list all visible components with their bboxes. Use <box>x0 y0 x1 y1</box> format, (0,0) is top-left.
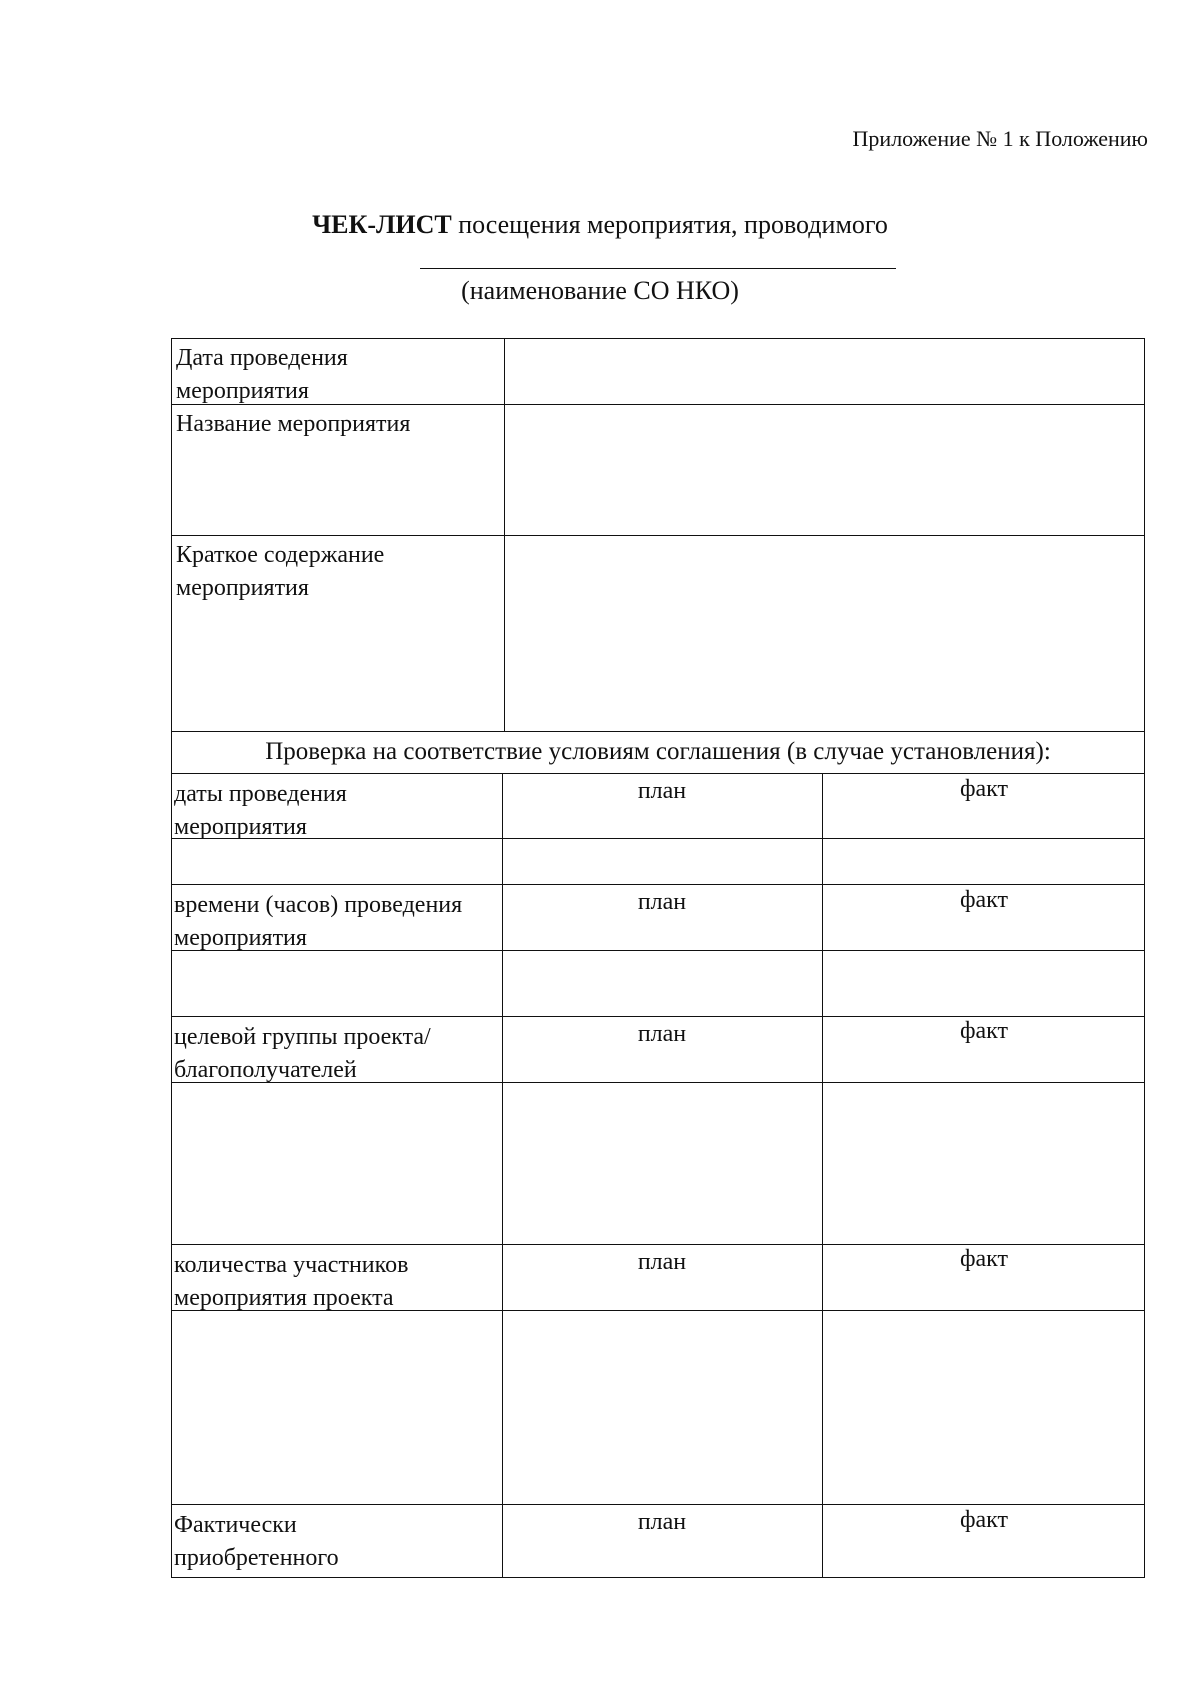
hours-plan-field[interactable] <box>504 952 820 1015</box>
row-divider <box>171 1504 1145 1505</box>
event-name-value-field[interactable] <box>506 406 1143 534</box>
plan-label: план <box>637 1509 687 1535</box>
fact-label: факт <box>959 887 1009 913</box>
event-name-label: Название мероприятия <box>176 411 411 437</box>
title-bold: ЧЕК-ЛИСТ <box>312 210 452 239</box>
summary-label: Краткое содержание мероприятия <box>176 542 385 601</box>
document-title <box>0 210 1200 240</box>
dates-plan-field[interactable] <box>504 840 820 883</box>
date-label: Дата проведения мероприятия <box>176 345 348 404</box>
fact-label: факт <box>959 1507 1009 1533</box>
plan-label: план <box>637 1021 687 1047</box>
dates-fact-field[interactable] <box>824 840 1143 883</box>
check-item-label: Фактически приобретенного <box>174 1512 339 1571</box>
plan-label: план <box>637 889 687 915</box>
participants-plan-field[interactable] <box>504 1312 820 1503</box>
row-divider <box>171 1244 1145 1245</box>
row-divider <box>171 535 1145 536</box>
check-item-label: целевой группы проекта/благополучателей <box>174 1024 431 1083</box>
column-divider <box>822 773 823 1578</box>
summary-value-field[interactable] <box>506 537 1143 730</box>
appendix-note: Приложение № 1 к Положению <box>852 126 1148 151</box>
check-item-label: времени (часов) проведения мероприятия <box>174 892 463 951</box>
compliance-check-heading: Проверка на соответствие условиям соглашения (в случае установления): <box>265 738 1051 765</box>
title-rest: посещения мероприятия, проводимого <box>458 210 888 239</box>
row-divider <box>171 884 1145 885</box>
target-group-fact-field[interactable] <box>824 1084 1143 1243</box>
organization-name-caption: (наименование СО НКО) <box>461 276 739 305</box>
organization-name-line <box>420 268 896 269</box>
check-item-label: количества участников мероприятия проекта <box>174 1252 409 1311</box>
fact-label: факт <box>959 776 1009 802</box>
date-value-field[interactable] <box>506 340 1143 403</box>
check-item-label: даты проведения мероприятия <box>174 781 347 840</box>
target-group-plan-field[interactable] <box>504 1084 820 1243</box>
hours-fact-field[interactable] <box>824 952 1143 1015</box>
column-divider <box>502 773 503 1578</box>
plan-label: план <box>637 1249 687 1275</box>
plan-label: план <box>637 778 687 804</box>
row-divider <box>171 731 1145 732</box>
row-divider <box>171 1016 1145 1017</box>
fact-label: факт <box>959 1018 1009 1044</box>
fact-label: факт <box>959 1246 1009 1272</box>
row-divider <box>171 773 1145 774</box>
participants-fact-field[interactable] <box>824 1312 1143 1503</box>
column-divider <box>504 338 505 731</box>
